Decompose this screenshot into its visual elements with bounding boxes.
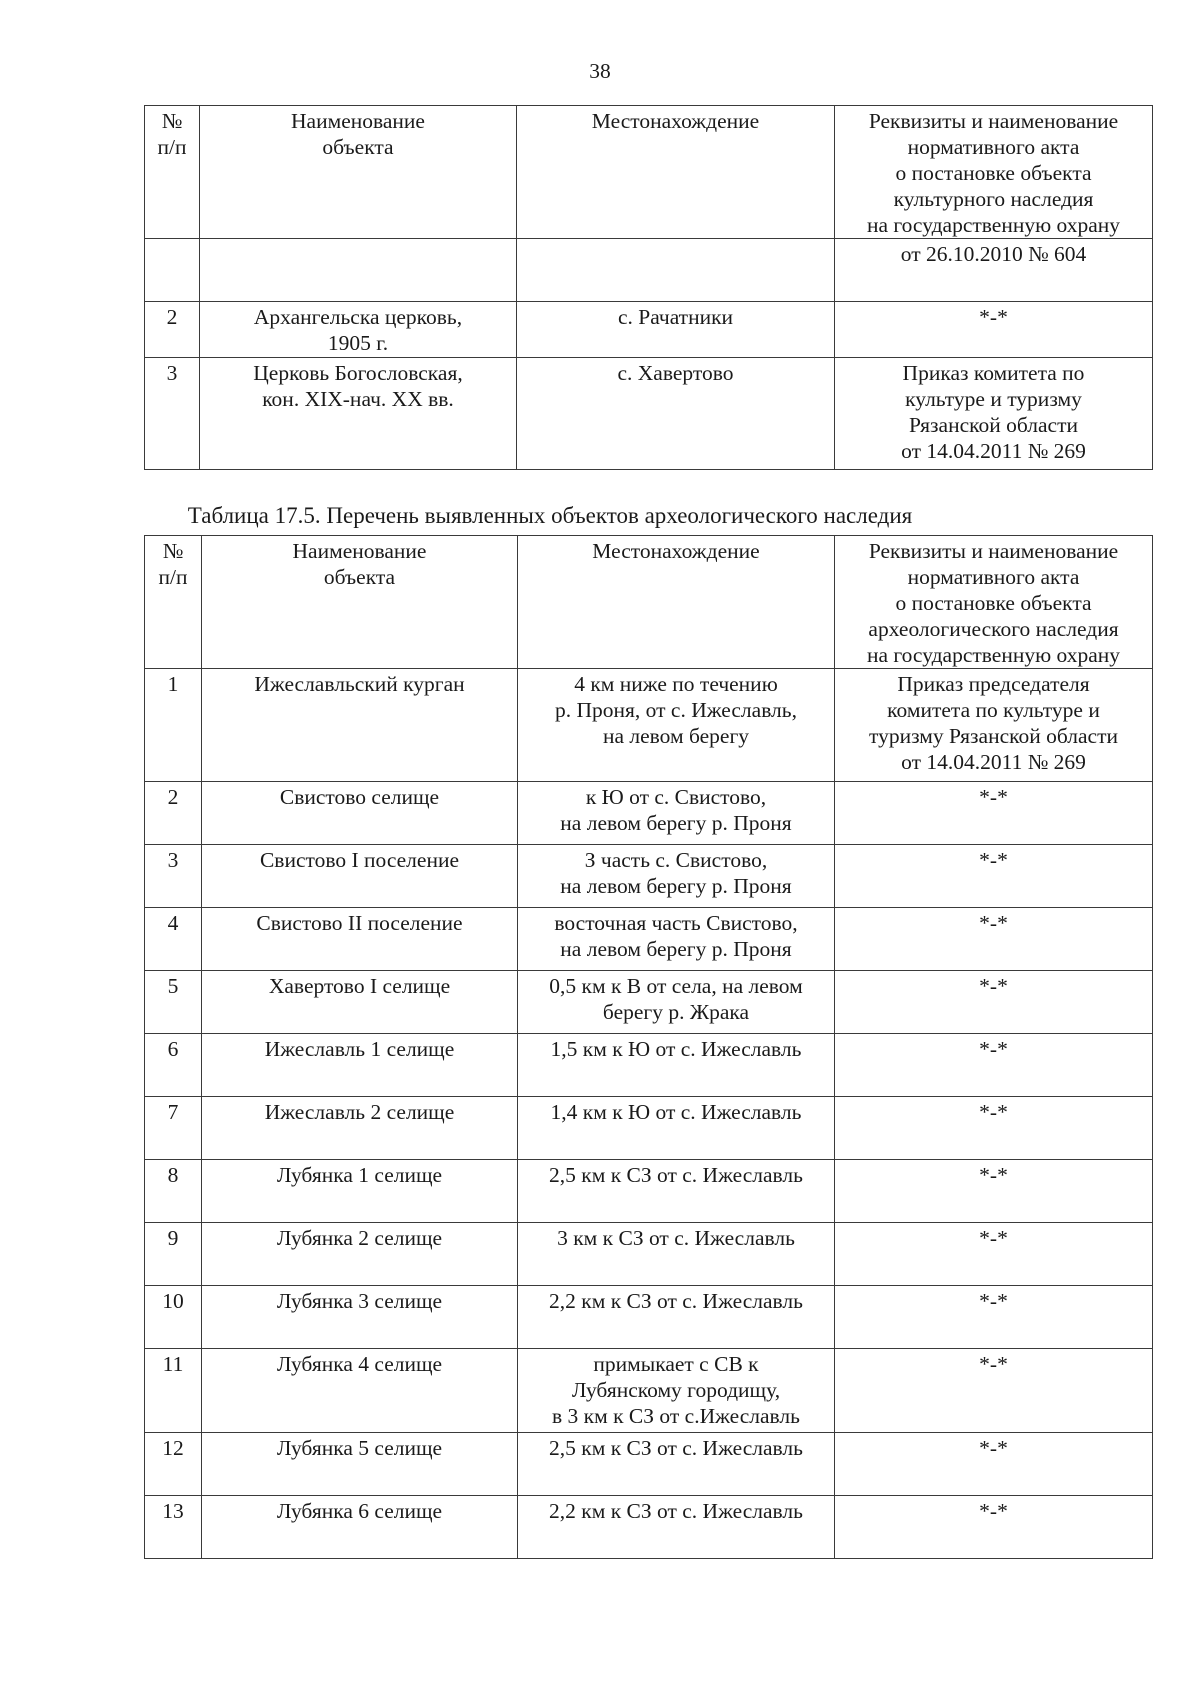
cell-num — [145, 358, 200, 470]
cell-text: 8 — [167, 1163, 179, 1187]
cell-text: *-* — [979, 1037, 1008, 1061]
cell-text: берегу р. Жрака — [602, 1000, 750, 1024]
cell-num — [145, 1160, 202, 1223]
cell-text: *-* — [979, 1499, 1008, 1523]
cell-text: 11 — [162, 1352, 184, 1376]
cell-text: 3 км к СЗ от с. Ижеславль — [557, 1226, 795, 1250]
cell-requisites — [835, 302, 1153, 358]
cell-requisites — [835, 1097, 1153, 1160]
cell-text: *-* — [979, 1100, 1008, 1124]
cell-text: *-* — [979, 1289, 1008, 1313]
cell-text: от 26.10.2010 № 604 — [900, 242, 1087, 266]
cell-num — [145, 1097, 202, 1160]
cell-text: З часть с. Свистово, — [584, 848, 768, 872]
cell-text: на государственную охрану — [866, 213, 1121, 237]
cell-text: Наименование — [291, 109, 425, 133]
cell-text: 7 — [167, 1100, 179, 1124]
cell-num — [145, 669, 202, 782]
cell-text: 5 — [167, 974, 179, 998]
cell-text: Церковь Богословская, — [253, 361, 463, 385]
table-row — [145, 908, 1153, 971]
table-row — [145, 782, 1153, 845]
cell-text: культурного наследия — [893, 187, 1094, 211]
heritage-objects-table — [144, 105, 1153, 470]
table-row — [145, 1097, 1153, 1160]
cell-text: к Ю от с. Свистово, — [585, 785, 767, 809]
cell-text: 1,5 км к Ю от с. Ижеславль — [550, 1037, 802, 1061]
cell-text: 3 — [166, 361, 178, 385]
cell-text: 1905 г. — [327, 331, 389, 355]
cell-requisites — [835, 1496, 1153, 1559]
cell-text: Ижеславль 2 селище — [264, 1100, 455, 1124]
cell-location — [518, 1097, 835, 1160]
cell-text: 3 — [167, 848, 179, 872]
cell-text: от 14.04.2011 № 269 — [901, 750, 1086, 774]
cell-header-requisites — [835, 106, 1153, 239]
cell-text: на государственную охрану — [866, 643, 1121, 667]
cell-text: 1,4 км к Ю от с. Ижеславль — [550, 1100, 802, 1124]
cell-text: 2,5 км к СЗ от с. Ижеславль — [549, 1436, 803, 1460]
table-row — [145, 1286, 1153, 1349]
cell-text: № — [162, 539, 184, 563]
cell-text: туризму Рязанской области — [868, 724, 1118, 748]
table-row — [145, 1223, 1153, 1286]
cell-requisites — [835, 908, 1153, 971]
cell-text: *-* — [979, 1226, 1008, 1250]
archaeological-objects-table — [144, 535, 1153, 1559]
cell-text: 10 — [162, 1289, 184, 1313]
cell-text: нормативного акта — [907, 565, 1080, 589]
cell-text: культуре и туризму — [905, 387, 1082, 411]
cell-text — [149, 241, 195, 267]
cell-requisites — [835, 971, 1153, 1034]
cell-name — [202, 1160, 518, 1223]
table-row — [145, 1034, 1153, 1097]
cell-text: Приказ председателя — [897, 672, 1090, 696]
page-number: 38 — [589, 59, 611, 83]
cell-text: *-* — [979, 848, 1008, 872]
cell-text: Местонахождение — [592, 539, 760, 563]
cell-text: 2 — [167, 785, 179, 809]
cell-text: Лубянка 2 селище — [276, 1226, 443, 1250]
cell-text: Рязанской области — [909, 413, 1078, 437]
cell-text: кон. XIX-нач. XX вв. — [262, 387, 454, 411]
cell-name — [202, 782, 518, 845]
cell-name — [200, 302, 517, 358]
cell-text: 9 — [167, 1226, 179, 1250]
cell-name — [202, 1034, 518, 1097]
cell-num — [145, 1286, 202, 1349]
cell-text: Лубянка 6 селище — [276, 1499, 443, 1523]
table-caption: Таблица 17.5. Перечень выявленных объектов археологического наследия — [187, 503, 913, 528]
cell-location — [518, 1160, 835, 1223]
cell-location — [517, 239, 835, 302]
cell-text: Лубянка 5 селище — [276, 1436, 443, 1460]
cell-name — [202, 908, 518, 971]
cell-name — [202, 1223, 518, 1286]
cell-text: объекта — [322, 135, 394, 159]
cell-text: Местонахождение — [591, 109, 760, 133]
cell-text: Свистово I поселение — [259, 848, 460, 872]
cell-text: о постановке объекта — [895, 161, 1092, 185]
cell-requisites — [835, 1160, 1153, 1223]
cell-text — [204, 241, 512, 267]
cell-name — [202, 1433, 518, 1496]
cell-text: *-* — [979, 1163, 1008, 1187]
cell-text: от 14.04.2011 № 269 — [901, 439, 1086, 463]
cell-header-location — [518, 536, 835, 669]
cell-name — [200, 358, 517, 470]
cell-header-name — [200, 106, 517, 239]
cell-num — [145, 1349, 202, 1433]
cell-text: на левом берегу р. Проня — [560, 937, 792, 961]
cell-num — [145, 302, 200, 358]
cell-location — [518, 1496, 835, 1559]
cell-text: Лубянка 4 селище — [276, 1352, 443, 1376]
cell-text: *-* — [979, 1436, 1008, 1460]
cell-text: в 3 км к СЗ от с.Ижеславль — [552, 1404, 800, 1428]
table-row — [145, 1433, 1153, 1496]
cell-text: Наименование — [292, 539, 427, 563]
cell-name — [202, 1349, 518, 1433]
cell-name — [202, 669, 518, 782]
cell-location — [518, 971, 835, 1034]
cell-requisites — [835, 358, 1153, 470]
cell-requisites — [835, 845, 1153, 908]
cell-text: на левом берегу р. Проня — [560, 874, 792, 898]
cell-text: 2 — [166, 305, 178, 329]
cell-location — [518, 908, 835, 971]
table-row — [145, 1349, 1153, 1433]
cell-text: Приказ комитета по — [902, 361, 1085, 385]
cell-text: *-* — [979, 974, 1008, 998]
cell-text: Реквизиты и наименование — [868, 539, 1119, 563]
cell-text: восточная часть Свистово, — [554, 911, 798, 935]
cell-text: комитета по культуре и — [887, 698, 1100, 722]
cell-location — [517, 302, 835, 358]
cell-text: р. Проня, от с. Ижеславль, — [555, 698, 797, 722]
cell-text: Ижеславль 1 селище — [264, 1037, 455, 1061]
cell-location — [518, 782, 835, 845]
cell-text: с. Хавертово — [617, 361, 734, 385]
cell-num — [145, 1034, 202, 1097]
cell-num — [145, 845, 202, 908]
cell-requisites — [835, 1433, 1153, 1496]
cell-num — [145, 1496, 202, 1559]
cell-requisites — [835, 1286, 1153, 1349]
table-row — [145, 1160, 1153, 1223]
cell-text: Свистово селище — [279, 785, 440, 809]
cell-location — [518, 845, 835, 908]
cell-text: № — [161, 109, 183, 133]
cell-text: Лубянка 1 селище — [276, 1163, 443, 1187]
cell-text: Хавертово I селище — [268, 974, 451, 998]
cell-location — [518, 1433, 835, 1496]
cell-text: на левом берегу р. Проня — [560, 811, 792, 835]
cell-text: 1 — [167, 672, 179, 696]
cell-text: о постановке объекта — [895, 591, 1092, 615]
cell-text: 13 — [162, 1499, 184, 1523]
table-row — [145, 358, 1153, 470]
cell-text: 0,5 км к В от села, на левом — [549, 974, 803, 998]
cell-location — [518, 1034, 835, 1097]
cell-num — [145, 971, 202, 1034]
cell-header-name — [202, 536, 518, 669]
cell-location — [518, 1223, 835, 1286]
cell-requisites — [835, 239, 1153, 302]
cell-text: *-* — [979, 785, 1008, 809]
cell-text: 4 — [167, 911, 179, 935]
cell-text: *-* — [979, 911, 1008, 935]
table-row — [145, 845, 1153, 908]
cell-text: 2,2 км к СЗ от с. Ижеславль — [549, 1499, 803, 1523]
cell-text: Архангельска церковь, — [253, 305, 463, 329]
cell-text: объекта — [323, 565, 396, 589]
table-header-row — [145, 536, 1153, 669]
cell-location — [518, 1349, 835, 1433]
table-row — [145, 1496, 1153, 1559]
cell-name — [200, 239, 517, 302]
cell-requisites — [835, 782, 1153, 845]
cell-header-num — [145, 106, 200, 239]
table-row — [145, 302, 1153, 358]
cell-text: Свистово II поселение — [256, 911, 463, 935]
cell-num — [145, 239, 200, 302]
cell-text: Ижеславльский курган — [254, 672, 465, 696]
cell-requisites — [835, 669, 1153, 782]
cell-name — [202, 1097, 518, 1160]
cell-text: с. Рачатники — [617, 305, 734, 329]
cell-location — [518, 1286, 835, 1349]
cell-text: 2,2 км к СЗ от с. Ижеславль — [549, 1289, 803, 1313]
cell-text: на левом берегу — [602, 724, 750, 748]
cell-num — [145, 908, 202, 971]
table-row — [145, 971, 1153, 1034]
cell-header-num — [145, 536, 202, 669]
table-row — [145, 239, 1153, 302]
cell-text: п/п — [158, 565, 188, 589]
cell-text — [521, 241, 830, 267]
cell-location — [518, 669, 835, 782]
cell-num — [145, 1433, 202, 1496]
cell-header-requisites — [835, 536, 1153, 669]
cell-name — [202, 1286, 518, 1349]
cell-text: 6 — [167, 1037, 179, 1061]
table-header-row — [145, 106, 1153, 239]
cell-text: п/п — [157, 135, 187, 159]
cell-num — [145, 782, 202, 845]
cell-text: Лубянскому городищу, — [571, 1378, 781, 1402]
cell-num — [145, 1223, 202, 1286]
cell-text: 12 — [162, 1436, 184, 1460]
cell-text: *-* — [979, 305, 1008, 329]
cell-text: Лубянка 3 селище — [276, 1289, 443, 1313]
cell-name — [202, 845, 518, 908]
cell-text: 4 км ниже по течению — [574, 672, 778, 696]
cell-text: 2,5 км к СЗ от с. Ижеславль — [549, 1163, 803, 1187]
cell-text: Реквизиты и наименование — [868, 109, 1119, 133]
cell-requisites — [835, 1349, 1153, 1433]
cell-text: *-* — [979, 1352, 1008, 1376]
cell-location — [517, 358, 835, 470]
cell-text: примыкает с СВ к — [593, 1352, 759, 1376]
table-row — [145, 669, 1153, 782]
cell-requisites — [835, 1034, 1153, 1097]
cell-text: нормативного акта — [907, 135, 1080, 159]
cell-requisites — [835, 1223, 1153, 1286]
cell-name — [202, 971, 518, 1034]
cell-header-location — [517, 106, 835, 239]
cell-text: археологического наследия — [868, 617, 1119, 641]
cell-name — [202, 1496, 518, 1559]
